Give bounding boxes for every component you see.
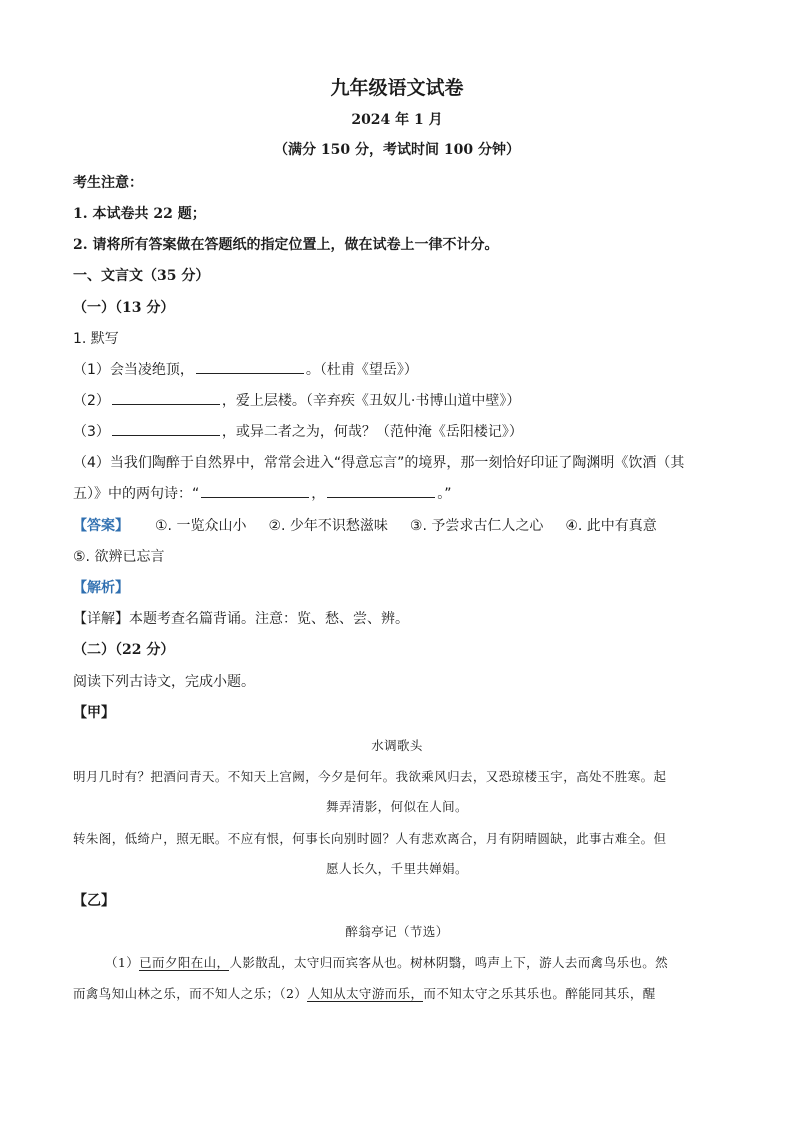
notice-item-2: 2. 请将所有答案做在答题纸的指定位置上，做在试卷上一律不计分。 <box>73 237 499 253</box>
answer-blank <box>327 483 435 498</box>
prose-text: 而禽鸟知山林之乐，而不知人之乐；（2） <box>73 986 308 1001</box>
answer-blank <box>112 390 220 405</box>
part-one-title: （一）（13 分） <box>73 300 175 316</box>
answer-2: ②. 少年不识愁滋味 <box>268 518 388 534</box>
prose-marker-1: （1） <box>105 955 140 970</box>
answer-blank <box>201 483 309 498</box>
q1-2-pre: （2） <box>73 393 110 409</box>
analysis-label: 【解析】 <box>73 580 129 596</box>
q1-1-post: 。（杜甫《望岳》） <box>305 362 418 378</box>
prose-line-2 <box>73 984 656 1002</box>
q1-2-post: ，爱上层楼。（辛弃疾《丑奴儿·书博山道中壁》） <box>221 393 521 409</box>
answer-blank <box>112 421 220 436</box>
detail-text: 【详解】本题考查名篇背诵。注意：览、愁、尝、辨。 <box>73 611 409 627</box>
poem-line: 明月几时有？把酒问青天。不知天上宫阙，今夕是何年。我欲乘风归去，又恐琼楼玉宇，高处不胜寒。起 <box>73 769 667 784</box>
answer-row <box>73 515 657 535</box>
q1-4-pre: 五）》中的两句诗：“ <box>73 486 200 502</box>
poem-title: 水调歌头 <box>371 738 423 753</box>
q1-3-post: ，或异二者之为，何哉？（范仲淹《岳阳楼记》） <box>221 424 523 440</box>
underlined-sentence-1: 已而夕阳在山， <box>139 955 230 970</box>
part-two-title: （二）（22 分） <box>73 642 175 658</box>
answer-4: ④. 此中有真意 <box>565 518 657 534</box>
q1-3-pre: （3） <box>73 424 110 440</box>
question-1-title: 1. 默写 <box>73 331 119 347</box>
prose-title: 醉翁亭记（节选） <box>345 924 449 939</box>
q1-4-post: 。” <box>437 486 452 502</box>
poem-line: 转朱阁，低绮户，照无眠。不应有恨，何事长向别时圆？人有悲欢离合，月有阴晴圆缺，此事古难全。但 <box>73 831 667 846</box>
answer-3: ③. 予尝求古仁人之心 <box>409 518 544 534</box>
exam-date: 2024 年 1 月 <box>351 112 443 128</box>
poem-line: 愿人长久，千里共婵娟。 <box>326 861 468 876</box>
poem-line: 舞弄清影，何似在人间。 <box>326 799 468 814</box>
answer-blank <box>196 359 304 374</box>
question-1-item-1 <box>73 359 418 379</box>
prose-text: 人影散乱，太守归而宾客从也。树林阴翳，鸣声上下，游人去而禽鸟乐也。然 <box>229 955 669 970</box>
answer-label: 【答案】 <box>73 518 129 534</box>
passage-jia-label: 【甲】 <box>73 705 115 721</box>
question-1-item-4-line-2 <box>73 483 452 503</box>
q1-4-mid: ， <box>311 486 326 502</box>
question-1-item-3 <box>73 421 523 441</box>
reading-instruction: 阅读下列古诗文，完成小题。 <box>73 674 255 690</box>
underlined-sentence-2: 人知从太守游而乐， <box>307 986 424 1001</box>
prose-line-1 <box>105 953 668 971</box>
exam-meta: （满分 150 分，考试时间 100 分钟） <box>274 142 520 158</box>
question-1-item-2 <box>73 390 520 410</box>
passage-yi-label: 【乙】 <box>73 893 115 909</box>
question-1-item-4-line-1: （4）当我们陶醉于自然界中，常常会进入“得意忘言”的境界，那一刻恰好印证了陶渊明《饮酒（其 <box>73 455 685 471</box>
page-title: 九年级语文试卷 <box>330 77 464 99</box>
q1-1-pre: （1）会当凌绝顶， <box>73 362 194 378</box>
notice-item-1: 1. 本试卷共 22 题； <box>73 206 206 222</box>
prose-text: 而不知太守之乐其乐也。醉能同其乐，醒 <box>423 986 656 1001</box>
section-title: 一、文言文（35 分） <box>73 268 210 284</box>
answer-1: ①. 一览众山小 <box>155 518 247 534</box>
notice-heading: 考生注意： <box>73 175 143 191</box>
answer-5: ⑤. 欲辨已忘言 <box>73 549 165 565</box>
